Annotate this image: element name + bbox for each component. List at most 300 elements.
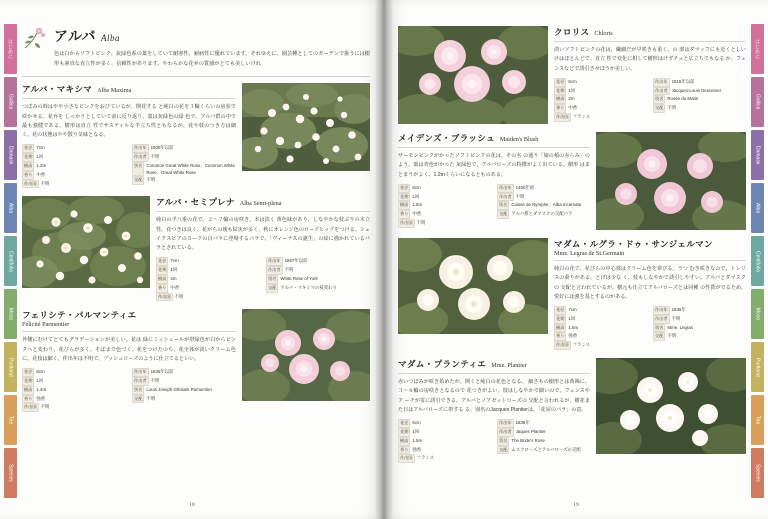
spec-row <box>22 144 126 153</box>
entry-text <box>398 132 590 230</box>
spec-value: 7cm <box>36 145 45 151</box>
tab-species[interactable]: Species <box>4 448 17 498</box>
spec-row <box>398 184 491 193</box>
spec-key: 別名 <box>497 201 509 210</box>
entry-spec-table <box>22 144 236 188</box>
entry-spec-table <box>398 184 590 228</box>
spec-value: 1.5m <box>568 324 579 330</box>
spec-value: 1500年以前 <box>150 145 174 151</box>
spec-key: 別名 <box>132 162 144 176</box>
spec-value: Cuisse de Nymphe、Alba Incarnata <box>511 202 582 208</box>
entry-spec-table <box>398 419 590 463</box>
spec-key: 別名 <box>653 324 665 333</box>
tab-tea[interactable]: Tea <box>751 395 764 445</box>
spec-row <box>22 171 126 180</box>
spec-row <box>554 332 647 341</box>
tab-portland[interactable]: Portland <box>751 342 764 392</box>
entry-text <box>554 238 746 350</box>
spec-value: Jacques-Louis Descemet <box>671 87 721 93</box>
spec-key: 交配 <box>132 176 144 185</box>
tab-centifolia[interactable]: Centifolia <box>4 236 17 286</box>
tab-intro[interactable]: はじめに <box>751 24 764 74</box>
left-page-content <box>22 0 370 519</box>
spec-value: 6cm <box>36 369 45 375</box>
spec-col-left <box>554 306 647 350</box>
spec-key: 作出年 <box>653 78 670 87</box>
entry-head <box>22 83 236 95</box>
entry-name: クロリス <box>554 27 590 37</box>
spec-col-right <box>653 78 746 122</box>
spec-row <box>398 419 491 428</box>
spec-key: 花期 <box>22 153 34 162</box>
spec-row <box>653 324 746 333</box>
spec-value: 2m <box>568 96 575 102</box>
spec-value: 不明 <box>146 395 156 401</box>
entry-head <box>398 132 590 144</box>
entry-latin: Alba Maxima <box>97 87 132 95</box>
spec-key: 作出国 <box>554 341 571 350</box>
page-number-left: 18 <box>189 502 195 508</box>
entry-spec-table <box>554 306 746 350</box>
photo-alba-maxima <box>242 83 370 171</box>
spec-row <box>156 266 260 275</box>
spec-row <box>497 193 590 202</box>
spec-value: 1回 <box>412 193 420 199</box>
spec-row <box>156 275 260 284</box>
spec-value: 1.4m <box>36 386 47 392</box>
photo-maidens-blush <box>596 132 746 230</box>
spec-key: 作出国 <box>398 219 415 228</box>
entry-name: アルバ・マキシマ <box>22 84 93 95</box>
spec-value: White Rose of York <box>280 275 318 281</box>
spec-key: 花径 <box>398 419 410 428</box>
chapter-lead: 色は白からソフトピンク、灰緑色系の葉をしていて耐寒性、耐病性に優れています。それゆえに、園芸種としてのガーデンで扱うには樹形も素直な直立性が多く、信頼性があります。やわらかな花弁の質感がとても美しいけれ <box>54 51 370 67</box>
entry-photo <box>22 196 150 301</box>
entry-latin: Mme. Plantier <box>491 362 527 370</box>
spec-row <box>156 257 260 266</box>
spec-row <box>653 104 746 113</box>
spec-row <box>554 87 647 96</box>
spec-row <box>132 176 236 185</box>
tab-gallica[interactable]: Gallica <box>751 77 764 127</box>
spec-col-left <box>22 144 126 188</box>
spec-key: 花径 <box>156 257 168 266</box>
spec-col-left <box>22 368 126 412</box>
spec-row <box>132 368 236 377</box>
spec-value: 7cm <box>170 258 179 264</box>
entry-photo <box>596 132 746 230</box>
spec-row <box>497 201 590 210</box>
entry-body: つぼみの時はやや小さなピンクをおびているが、開花する と純白の花を３輪くらいの房状で咲かせる。花弁を しっかりとしていて前に反り返り、葉は灰緑色の緑 色で、アルバ群の中で最も強健である。樹形は直立 性でサスティルな半立ち性ともなるが、花や枝のつき方は細く、花の状態はやや散り気味となる。 <box>22 104 236 139</box>
tab-damask[interactable]: Damask <box>751 130 764 180</box>
spec-key: 作出年 <box>132 144 149 153</box>
spec-value: 中香 <box>36 171 46 177</box>
spec-row <box>497 428 590 437</box>
entry-underline <box>554 41 746 42</box>
spec-key: 別名 <box>266 275 278 284</box>
entry-spec-table <box>554 78 746 122</box>
spec-value: 1835年 <box>515 420 530 426</box>
spec-row <box>497 210 590 219</box>
entry-name: フェリシテ・パルマンティエ <box>22 310 137 321</box>
spec-row <box>22 368 126 377</box>
spec-value: 中香 <box>568 105 578 111</box>
spec-row <box>398 219 491 228</box>
entry-name: マダム・プランティエ <box>398 359 487 370</box>
entry-block-felicite-parmentier <box>22 309 370 412</box>
spec-key: 作出年 <box>266 257 283 266</box>
spec-row <box>554 324 647 333</box>
spec-value: フランス <box>572 113 591 119</box>
entry-name: マダム・ルグラ・ドゥ・サンジェルマン <box>554 239 713 249</box>
entry-text <box>22 309 236 412</box>
spec-value: 不明 <box>174 293 184 299</box>
spec-value: 6cm <box>412 420 421 426</box>
spec-key: 別名 <box>132 386 144 395</box>
spec-key: 樹高 <box>554 324 566 333</box>
entry-underline <box>22 331 236 332</box>
photo-mme-legras <box>398 238 548 334</box>
spec-key: 作出者 <box>653 315 670 324</box>
right-page <box>384 0 768 519</box>
spec-row <box>653 95 746 104</box>
entry-body: 淡いソフトピンクの花は、繊細だが早咲きも重く、の 部はダマッフにも近くとしいけはほとんどで、直立 性で変化に相して樹形はけずチュと広立ちでもなる か、フェンスなどで誘引させほうが美しい。 <box>554 47 746 72</box>
spec-row <box>653 87 746 96</box>
entry-underline <box>398 147 590 148</box>
entry-underline <box>156 211 370 212</box>
spec-row <box>132 386 236 395</box>
spec-row <box>554 104 647 113</box>
spec-key: 花径 <box>554 78 566 87</box>
chapter-title-wrap <box>54 26 370 69</box>
spec-value: フランス <box>572 342 591 348</box>
spec-col-right <box>132 144 236 188</box>
spec-key: 花期 <box>398 193 410 202</box>
spec-key: 花期 <box>398 428 410 437</box>
spec-value: 1846年 <box>671 307 686 313</box>
spec-key: 作出年 <box>497 419 514 428</box>
entry-block-alba-semiplena <box>22 196 370 301</box>
spec-value: 不明 <box>416 219 426 225</box>
spec-key: 香り <box>554 104 566 113</box>
spec-key: 花期 <box>156 266 168 275</box>
spec-col-left <box>398 419 491 463</box>
spec-row <box>22 180 126 189</box>
spec-key: 樹高 <box>398 201 410 210</box>
spec-key: 花径 <box>22 144 34 153</box>
spec-value: Common Great White Rose、Common White Rose、Great White Rose <box>146 162 235 176</box>
spec-key: 樹高 <box>22 386 34 395</box>
entry-block-chloris <box>398 26 746 124</box>
spec-col-right <box>653 306 746 350</box>
spec-value: 6cm <box>568 78 577 84</box>
spec-row <box>22 386 126 395</box>
spec-key: 香り <box>398 446 410 455</box>
chapter-title-ja: アルバ <box>54 30 96 45</box>
entry-body: 外側にむけてとてもグラデーションが美しい。花は 緑にミッシュールが帯緑色が白からピンクへと変わり、花びらが多く、そばまで色づく。花をつけたのち、花全体が淡いクリーム色に。花枝は細く、作出年は不明で、ブッシュローズのように仕立てるといい。 <box>22 337 236 362</box>
spec-key: 交配 <box>266 284 278 293</box>
spec-key: 花期 <box>554 315 566 324</box>
spec-col-left <box>398 184 491 228</box>
spec-value: 1867年以前 <box>284 258 308 264</box>
spec-row <box>398 454 491 463</box>
spec-value: 不明 <box>40 404 50 410</box>
spec-key: 交配 <box>132 395 144 404</box>
spec-key: 花期 <box>554 87 566 96</box>
spec-value: 強香 <box>568 333 578 339</box>
entry-spec-table <box>22 368 236 412</box>
spec-row <box>653 315 746 324</box>
spec-value: 1.5m <box>412 202 423 208</box>
spec-value: 不明 <box>667 105 677 111</box>
spec-row <box>554 78 647 87</box>
entry-name: メイデンズ・ブラッシュ <box>398 133 495 143</box>
spec-value: 不明 <box>150 154 160 160</box>
spec-value: The Bride's Rose <box>511 437 545 443</box>
spec-row <box>266 284 370 293</box>
spec-value: 強香 <box>412 446 422 452</box>
spec-row <box>398 437 491 446</box>
right-page-content <box>398 0 746 519</box>
rose-sprig-icon <box>22 26 48 52</box>
spec-value: 不明 <box>667 333 677 339</box>
spec-key: 作出者 <box>132 377 149 386</box>
spec-key: 別名 <box>497 437 509 446</box>
entry-head <box>554 238 746 250</box>
page-number-right: 19 <box>573 502 579 508</box>
spec-value: アルバ系とダマスクの交配バラ <box>511 211 573 217</box>
entry-block-mme-plantier <box>398 358 746 463</box>
entry-block-mme-legras <box>398 238 746 350</box>
spec-col-right <box>497 184 590 228</box>
tab-moss[interactable]: Moss <box>751 289 764 339</box>
spec-row <box>497 446 590 455</box>
spec-key: 作出者 <box>132 153 149 162</box>
spec-value: アルバ・マキシマの枝変わり <box>280 284 337 290</box>
spec-value: 1回 <box>568 315 576 321</box>
spec-col-right <box>497 419 590 463</box>
entry-head <box>398 358 590 370</box>
right-index-tabs[interactable] <box>751 24 764 498</box>
spec-key: 作出国 <box>554 113 571 122</box>
tab-centifolia[interactable]: Centifolia <box>751 236 764 286</box>
spec-row <box>554 315 647 324</box>
spec-key: 作出国 <box>22 403 39 412</box>
spec-key: 作出年 <box>132 368 149 377</box>
spec-key: 交配 <box>497 446 509 455</box>
entry-photo <box>398 26 548 124</box>
entry-body: 純白の半八重の花で、２〜７輪の房咲き。本は淡く 黄色味があり、しなやかな枝ぶりの木立性。花つきは良く、花がらの後も結実が多く、秋にオレンジ色のローズヒップをつける。シェイクスピアのヨークの白バラに登場するバラで、「ヴィーナスの誕生」の絵に描かれているバラとされている。 <box>156 217 370 252</box>
spec-value: Louis Joseph Ghislain Parmentier <box>146 386 213 392</box>
spec-value: 1回 <box>36 377 44 383</box>
entry-latin: Alba Semi-plena <box>239 200 282 208</box>
entry-block-maidens-blush <box>398 132 746 230</box>
spec-key: 作出者 <box>497 428 514 437</box>
spec-key: 香り <box>22 171 34 180</box>
spec-key: 花期 <box>22 377 34 386</box>
chapter-header <box>22 0 370 69</box>
spec-value: Mme. Legras <box>667 324 694 330</box>
spec-key: 花径 <box>398 184 410 193</box>
entry-head <box>554 26 746 38</box>
spec-value: 中香 <box>170 284 180 290</box>
spec-row <box>554 113 647 122</box>
entry-body: 純白の花で、花びらの中心部はクリーム色を帯びる。うつ むき咲きなので、トレリスの乗りがある。とげは少な く、枝もしなやかで誘引しやすい。アルバとダマスクの 交配と言われているが、樹元も仕立てアルバローズとは同種 の性質がでるため、愛好には強を基とするのがある。 <box>554 266 746 300</box>
spec-value: 1400年頃 <box>515 184 535 190</box>
spec-key: 花径 <box>554 306 566 315</box>
entry-text <box>554 26 746 124</box>
spec-row <box>554 341 647 350</box>
spec-value: 不明 <box>515 193 525 199</box>
entry-body: 赤いつぼみが咲き始めたが、開くと純白の花色となる。 細さもの樹形とは黄褐に、３〜６輪の房咲きとなるので 花つきがよい。枝はしなやかで細いので、フェンスやア ーチが寄に誘引できる。アルバとノアゼットローズの 交配と言われるが、樹花また日はアルバローズに帯する る。別名のJacques Plantierは、「花屋のバラ」の意。 <box>398 379 590 413</box>
spec-key: 作出者 <box>497 193 514 202</box>
spec-key: 作出者 <box>266 266 283 275</box>
entry-latin: Chloris <box>594 30 613 37</box>
spec-value: 1回 <box>36 154 44 160</box>
spec-key: 交配 <box>653 104 665 113</box>
spec-value: 不明 <box>146 177 156 183</box>
spec-row <box>132 162 236 176</box>
spec-row <box>132 144 236 153</box>
spec-value: 不明 <box>150 377 160 383</box>
spec-value: 不明 <box>671 315 681 321</box>
spec-value: 7cm <box>568 307 577 313</box>
spec-value: フランス <box>416 455 435 461</box>
spec-row <box>132 153 236 162</box>
spec-key: 作出年 <box>653 306 670 315</box>
entry-head <box>22 309 236 321</box>
spec-key: 香り <box>22 395 34 404</box>
photo-felicite-parmentier <box>242 309 370 401</box>
spec-value: 1.5m <box>412 437 423 443</box>
tab-species[interactable]: Species <box>751 448 764 498</box>
spec-key: 樹高 <box>156 275 168 284</box>
entry-block-alba-maxima <box>22 83 370 188</box>
spec-key: 作出年 <box>497 184 514 193</box>
spec-key: 樹高 <box>398 437 410 446</box>
spec-value: 6cm <box>412 184 421 190</box>
spec-value: 1回 <box>170 267 178 273</box>
spec-row <box>497 419 590 428</box>
spec-value: Jaques Plantier <box>515 428 546 434</box>
spec-row <box>554 306 647 315</box>
spec-row <box>497 184 590 193</box>
spec-row <box>398 193 491 202</box>
photo-chloris <box>398 26 548 124</box>
entry-underline <box>22 98 236 99</box>
spec-row <box>156 284 260 293</box>
spec-key: 作出国 <box>156 293 173 302</box>
entry-text <box>398 358 590 463</box>
tab-portland[interactable]: Portland <box>4 342 17 392</box>
spec-key: 作出国 <box>22 180 39 189</box>
spec-row <box>266 275 370 284</box>
entry-photo <box>242 309 370 412</box>
left-index-tabs[interactable] <box>4 24 17 498</box>
spec-value: 2m <box>170 275 177 281</box>
spec-value: 不明 <box>284 267 294 273</box>
spec-key: 作出国 <box>398 454 415 463</box>
entry-text <box>22 83 236 188</box>
tab-intro[interactable]: はじめに <box>4 24 17 74</box>
photo-mme-plantier <box>596 358 746 454</box>
entry-photo <box>242 83 370 188</box>
spec-row <box>156 293 260 302</box>
spec-key: 樹高 <box>554 95 566 104</box>
spec-row <box>132 395 236 404</box>
spec-value: 不明 <box>40 180 50 186</box>
tab-gallica[interactable]: Gallica <box>4 77 17 127</box>
spec-value: 強香 <box>36 395 46 401</box>
tab-tea[interactable]: Tea <box>4 395 17 445</box>
spec-col-right <box>266 257 370 301</box>
spec-row <box>554 95 647 104</box>
entry-body: サーモンピンクがかったソフトピンクの花は、その名 の通り「娘の頬の赤らみ」のよう。葉は青色がかった 灰緑色で、アルバローズの特徴がよく出ている。樹形 はまとまりがよく、1.2mくらいになるとものある。 <box>398 153 590 178</box>
spec-value: 1.2m <box>36 162 47 168</box>
spec-value: 1815年以前 <box>671 78 695 84</box>
spec-key: 香り <box>398 210 410 219</box>
tab-alba[interactable]: Alba <box>751 183 764 233</box>
spec-key: 交配 <box>653 332 665 341</box>
entry-latin: Maiden's Blush <box>499 136 539 143</box>
spec-key: 交配 <box>497 210 509 219</box>
entry-name: アルバ・セミプレナ <box>156 197 235 208</box>
spec-row <box>398 210 491 219</box>
entry-photo <box>398 238 548 350</box>
entry-underline <box>398 373 590 374</box>
spec-row <box>653 78 746 87</box>
spec-col-left <box>554 78 647 122</box>
spec-row <box>266 266 370 275</box>
spec-key: 花径 <box>22 368 34 377</box>
spec-row <box>497 437 590 446</box>
spec-row <box>22 395 126 404</box>
spec-row <box>653 306 746 315</box>
spec-row <box>398 446 491 455</box>
spec-row <box>398 201 491 210</box>
entry-latin: Félicité Parmentier <box>22 321 70 329</box>
photo-alba-semiplena <box>22 196 150 288</box>
spec-col-left <box>156 257 260 301</box>
spec-key: 別名 <box>653 95 665 104</box>
spec-row <box>22 403 126 412</box>
tab-alba[interactable]: Alba <box>4 183 17 233</box>
spec-value: ムスクローズとアルバローズの交配 <box>511 446 581 452</box>
tab-moss[interactable]: Moss <box>4 289 17 339</box>
spec-key: 香り <box>156 284 168 293</box>
entry-latin: Mme. Legras de St.Germain <box>554 250 625 257</box>
spec-value: 1回 <box>568 87 576 93</box>
spec-value: Rosée du Matin <box>667 96 699 102</box>
spec-row <box>653 332 746 341</box>
spec-key: 作出者 <box>653 87 670 96</box>
spec-value: 1回 <box>412 428 420 434</box>
spec-col-right <box>132 368 236 412</box>
chapter-divider <box>22 76 370 77</box>
spec-value: 1836年以前 <box>150 369 174 375</box>
spec-key: 樹高 <box>22 162 34 171</box>
entry-photo <box>596 358 746 463</box>
spec-row <box>266 257 370 266</box>
spec-value: 中香 <box>412 211 422 217</box>
tab-damask[interactable]: Damask <box>4 130 17 180</box>
spec-row <box>22 153 126 162</box>
chapter-title-latin: Alba <box>100 33 120 43</box>
entry-text <box>156 196 370 301</box>
spec-row <box>22 377 126 386</box>
spec-key: 香り <box>554 332 566 341</box>
entry-spec-table <box>156 257 370 301</box>
